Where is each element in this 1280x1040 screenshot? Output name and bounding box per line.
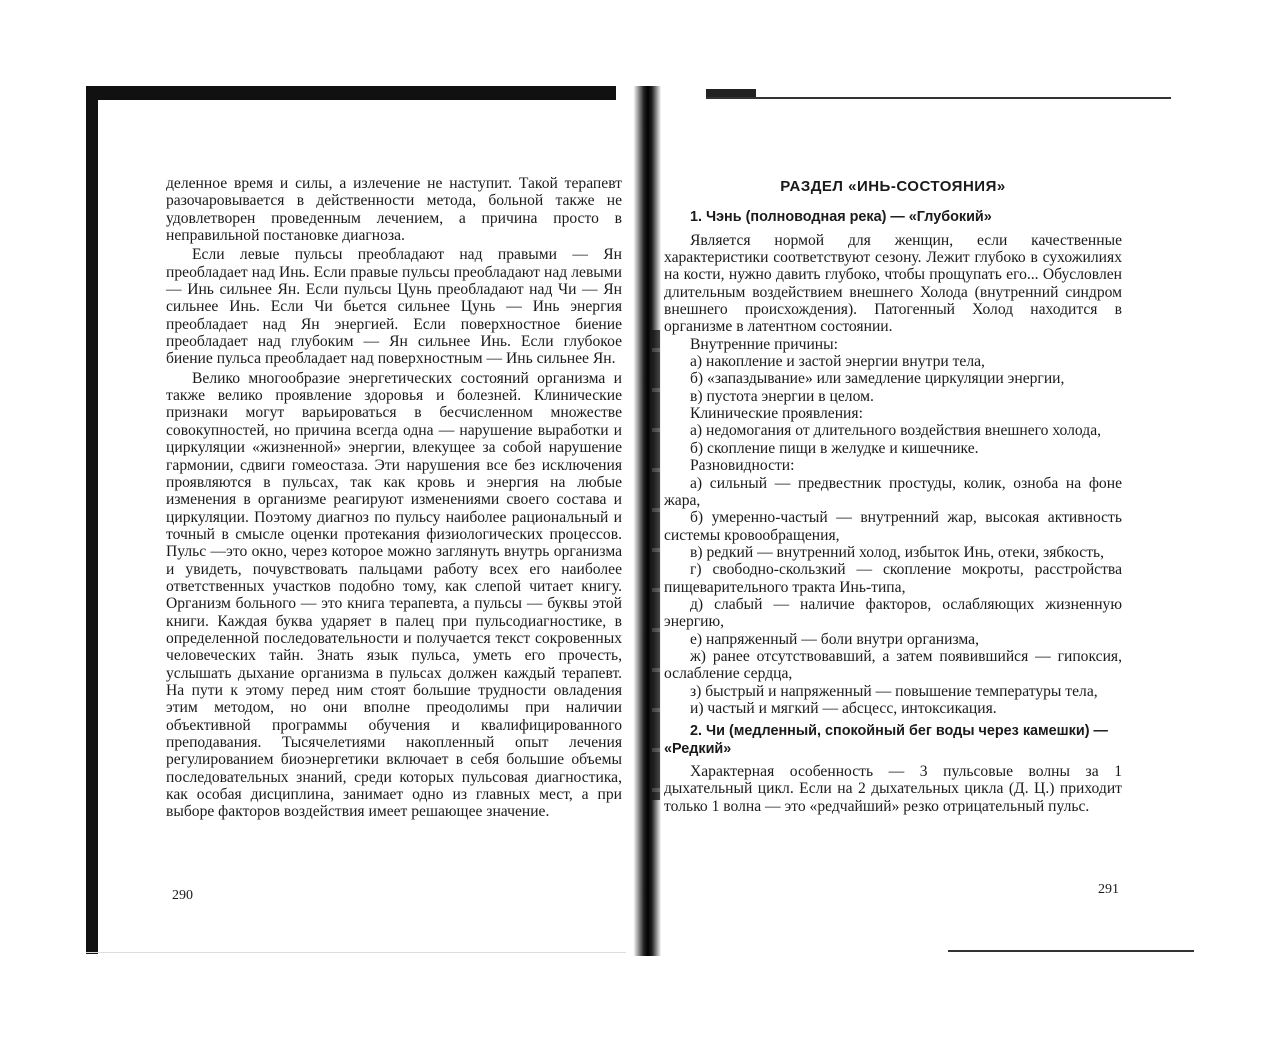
pulse-heading-1: 1. Чэнь (полноводная река) — «Глубокий» xyxy=(690,209,992,226)
pulse-heading-2: 2. Чи (медленный, спокойный бег воды через камешки) — «Редкий» xyxy=(664,723,1108,757)
internal-causes-label: Внутренние причины: xyxy=(690,335,838,353)
variety-item: в) редкий — внутренний холод, избыток Инь, отеки, зябкость, xyxy=(690,543,1105,561)
clinical-item: б) скопление пищи в желудке и кишечнике. xyxy=(690,439,979,457)
left-paragraph-1: деленное время и силы, а излечение не наступит. Такой терапевт разочаровывается в действенности метода, больной также не удовлетворен проведенным лечением, а причина просто в неправильной постановке диагноза. xyxy=(166,175,622,245)
scan-edge-left xyxy=(86,86,98,954)
header-rule-right xyxy=(706,97,1171,99)
variety-item: б) умеренно-частый — внутренний жар, высокая активность системы кровообращения, xyxy=(664,509,1122,544)
scan-artifact-bar xyxy=(652,330,660,800)
footer-rule-right xyxy=(948,950,1194,952)
right-page xyxy=(664,178,1122,815)
internal-cause-item: б) «запаздывание» или замедление циркуляции энергии, xyxy=(690,370,1065,388)
clinical-item: а) недомогания от длительного воздействия внешнего холода, xyxy=(690,422,1102,440)
left-paragraph-3: Велико многообразие энергетических состояний организма и также велико проявление здоровья и болезней. Клинические признаки могут варьироваться в бесчисленном множестве совокупностей, но причина всегда одна — нарушение выработки и циркуляции «жизненной» энергии, влекущее за собой нарушение гармонии, сдвиги гомеостаза. Эти нарушения все без исключения проявляются в пульсах, так как кровь и энергия на любые изменения в организме реагируют изменениями своего состава и циркуляции. Поэтому диагноз по пульсу наиболее рациональный и точный в смысле оценки протекания физиологических процессов. Пульс —это окно, через которое можно заглянуть внутрь организма и увидеть, почувствовать пальцами работу всех его наиболее ответственных участков подобно тому, как слепой читает книгу. Организм больного — это книга терапевта, а пульсы — буквы этой книги. Каждая буква ударяет в палец при пульсодиагностике, в определенной последовательности и получается текст сокровенных человеческих тайн. Знать язык пульса, уметь его прочесть, услышать дыхание организма в пульсах должен каждый терапевт. На пути к этому перед ним стоят большие трудности овладения этим методом, но они вполне преодолимы при наличии объективной программы обучения и квалифицированного преподавания. Тысячелетиями накопленный опыт лечения регулированием биоэнергетики включает в себя большие объемы последовательных знаний, среди которых пульсовая диагностика, как особая дисциплина, занимает одно из главных мест, а при выборе факторов воздействия имеет решающее значение. xyxy=(166,369,622,821)
variety-item: д) слабый — наличие факторов, ослабляющих жизненную энергию, xyxy=(664,595,1122,631)
variety-item: ж) ранее отсутствовавший, а затем появившийся — гипоксия, ослабление сердца, xyxy=(664,647,1122,683)
scan-edge-top xyxy=(86,86,670,100)
variety-item: и) частый и мягкий — абсцесс, интоксикация. xyxy=(690,699,997,717)
right-paragraph-1: Является нормой для женщин, если качественные характеристики соответствуют сезону. Лежит глубоко в сухожилиях на кости, нужно давить глубоко, чтобы прощупать его... Обусловлен длительным воздействием внешнего Холода (внутренний синдром внешнего происхождения). Патогенный Холод находится в организме в латентном состоянии. xyxy=(664,231,1122,336)
clinical-label: Клинические проявления: xyxy=(690,405,863,423)
left-paragraph-2: Если левые пульсы преобладают над правыми — Ян преобладает над Инь. Если правые пульсы преобладают над левыми — Инь сильнее Ян. Если пульсы Цунь преобладают над Чи — Ян сильнее Инь. Если Чи бьется сильнее Цунь — Инь энергия преобладает над Ян энергией. Если поверхностное биение преобладает над глубоким — Ян сильнее Инь. Если глубокое биение пульса преобладает над поверхностным — Инь сильнее Ян. xyxy=(166,246,622,368)
footer-edge-left xyxy=(86,952,626,953)
page-number-right: 291 xyxy=(1098,882,1119,897)
internal-cause-item: в) пустота энергии в целом. xyxy=(690,387,874,405)
left-page xyxy=(166,175,622,821)
variety-item: г) свободно-скользкий — скопление мокроты, расстройства пищеварительного тракта Инь-типа, xyxy=(664,561,1122,596)
variety-item: а) сильный — предвестник простуды, колик, озноба на фоне жара, xyxy=(664,474,1122,509)
variety-item: з) быстрый и напряженный — повышение температуры тела, xyxy=(690,682,1098,700)
internal-cause-item: а) накопление и застой энергии внутри тела, xyxy=(690,353,985,371)
section-title: РАЗДЕЛ «ИНЬ-СОСТОЯНИЯ» xyxy=(780,178,1006,195)
right-paragraph-2: Характерная особенность — 3 пульсовые волны за 1 дыхательный цикл. Если на 2 дыхательных цикла (Д. Ц.) приходит только 1 волна — это «редчайший» резко отрицательный пульс. xyxy=(664,763,1122,815)
page-number-left: 290 xyxy=(172,888,193,903)
varieties-label: Разновидности: xyxy=(690,457,795,475)
variety-item: е) напряженный — боли внутри организма, xyxy=(690,630,980,648)
